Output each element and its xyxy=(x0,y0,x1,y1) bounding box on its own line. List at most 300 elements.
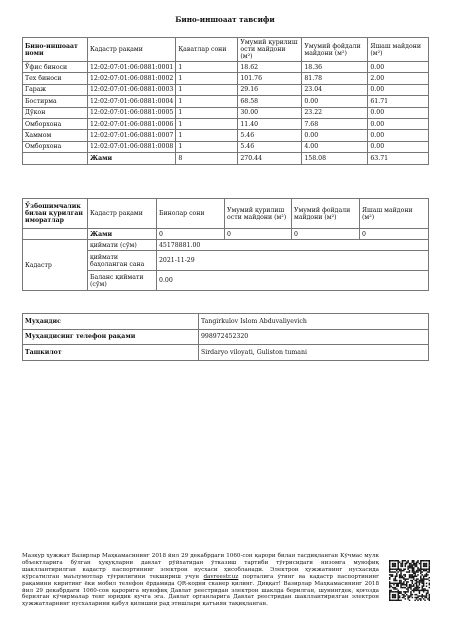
col-header: Кадастр рақами xyxy=(88,38,176,62)
qr-module xyxy=(422,588,423,589)
qr-module xyxy=(392,574,393,575)
qr-module xyxy=(402,587,403,588)
qr-module xyxy=(399,583,400,584)
qr-module xyxy=(420,590,421,591)
table-cell: 61.71 xyxy=(368,96,429,107)
qr-module xyxy=(420,576,421,577)
qr-module xyxy=(413,567,414,568)
qr-module xyxy=(419,593,420,594)
qr-module xyxy=(410,585,411,586)
table-total-row xyxy=(23,153,429,164)
qr-module xyxy=(406,591,407,592)
qr-module xyxy=(417,570,418,571)
qr-module xyxy=(400,581,401,582)
qr-module xyxy=(392,591,393,592)
qr-module xyxy=(412,597,413,598)
qr-module xyxy=(390,590,391,591)
qr-module xyxy=(389,583,390,584)
qr-module xyxy=(395,563,396,564)
total-label: Жами xyxy=(88,229,157,240)
qr-module xyxy=(410,584,411,585)
page-title: Бино-иншоаат тавсифи xyxy=(175,15,275,24)
qr-module xyxy=(422,585,423,586)
qr-module xyxy=(395,588,396,589)
qr-module xyxy=(420,560,421,561)
qr-module xyxy=(414,571,415,572)
qr-module xyxy=(389,595,390,596)
qr-module xyxy=(397,560,398,561)
table-row xyxy=(23,62,429,73)
qr-module xyxy=(389,568,390,569)
qr-module xyxy=(410,591,411,592)
table-cell: 23.22 xyxy=(302,107,368,118)
table-cell: 1 xyxy=(176,84,238,95)
qr-module xyxy=(403,577,404,578)
qr-module xyxy=(416,564,417,565)
qr-module xyxy=(413,563,414,564)
qr-module xyxy=(393,594,394,595)
table-cell: Муҳандисинг телефон рақами xyxy=(23,329,199,345)
table-cell: 12:02:07:01:06:0881:0004 xyxy=(88,96,176,107)
qr-module xyxy=(429,560,430,561)
table-cell: 12:02:07:01:06:0881:0007 xyxy=(88,130,176,141)
table-row xyxy=(23,107,429,118)
qr-module xyxy=(407,598,408,599)
table-cell: 101.76 xyxy=(238,73,302,84)
table-cell: 0.00 xyxy=(302,96,368,107)
qr-module xyxy=(412,581,413,582)
qr-module xyxy=(410,595,411,596)
qr-module xyxy=(407,588,408,589)
table-header-row xyxy=(23,199,429,229)
qr-module xyxy=(405,566,406,567)
qr-module xyxy=(412,590,413,591)
qr-module xyxy=(407,591,408,592)
qr-module xyxy=(402,594,403,595)
table-cell: 5.46 xyxy=(238,130,302,141)
qr-module xyxy=(396,576,397,577)
qr-module xyxy=(416,585,417,586)
qr-module xyxy=(393,588,394,589)
qr-module xyxy=(397,600,398,601)
qr-module xyxy=(412,564,413,565)
qr-module xyxy=(423,583,424,584)
qr-module xyxy=(412,585,413,586)
qr-module xyxy=(410,576,411,577)
qr-module xyxy=(416,590,417,591)
qr-module xyxy=(410,593,411,594)
qr-module xyxy=(392,587,393,588)
table-cell: Бостирма xyxy=(23,96,88,107)
qr-module xyxy=(423,576,424,577)
qr-module xyxy=(413,576,414,577)
qr-module xyxy=(414,600,415,601)
qr-module xyxy=(392,597,393,598)
qr-module xyxy=(429,595,430,596)
qr-module xyxy=(429,594,430,595)
table-cell: 12:02:07:01:06:0881:0003 xyxy=(88,84,176,95)
col-header: Умумий фойдали майдони (м²) xyxy=(292,199,360,229)
qr-module xyxy=(416,570,417,571)
qr-module xyxy=(420,578,421,579)
qr-module xyxy=(412,576,413,577)
qr-module xyxy=(414,588,415,589)
qr-module xyxy=(389,590,390,591)
qr-module xyxy=(393,560,394,561)
qr-module xyxy=(392,576,393,577)
qr-module xyxy=(395,566,396,567)
qr-module xyxy=(407,587,408,588)
table-row xyxy=(23,314,429,330)
qr-module xyxy=(397,591,398,592)
qr-module xyxy=(400,583,401,584)
table-total-row xyxy=(23,229,429,240)
qr-module xyxy=(409,595,410,596)
qr-module xyxy=(407,561,408,562)
table-cell: Тех биноси xyxy=(23,73,88,84)
qr-module xyxy=(389,594,390,595)
qr-module xyxy=(389,561,390,562)
cadastre-row xyxy=(23,240,429,251)
qr-module xyxy=(417,578,418,579)
qr-module xyxy=(423,564,424,565)
qr-module xyxy=(423,584,424,585)
qr-module xyxy=(413,573,414,574)
qr-module xyxy=(424,590,425,591)
table-cell: 1 xyxy=(176,62,238,73)
qr-module xyxy=(403,584,404,585)
table-cell: Баланс қиймати (сўм) xyxy=(88,271,157,291)
qr-module xyxy=(420,573,421,574)
qr-module xyxy=(426,590,427,591)
table-cell: 81.78 xyxy=(302,73,368,84)
qr-module xyxy=(413,584,414,585)
qr-module xyxy=(392,560,393,561)
qr-module xyxy=(407,590,408,591)
qr-module xyxy=(420,563,421,564)
qr-module xyxy=(419,583,420,584)
qr-module xyxy=(409,563,410,564)
table-cell: 12:02:07:01:06:0881:0002 xyxy=(88,73,176,84)
qr-module xyxy=(403,581,404,582)
col-header: Умумий фойдали майдони (м²) xyxy=(302,38,368,62)
qr-module xyxy=(389,581,390,582)
qr-module xyxy=(423,577,424,578)
qr-module xyxy=(423,598,424,599)
qr-module xyxy=(390,600,391,601)
qr-module xyxy=(429,584,430,585)
table-cell: 12:02:07:01:06:0881:0005 xyxy=(88,107,176,118)
qr-module xyxy=(410,588,411,589)
table-row xyxy=(23,141,429,152)
qr-module xyxy=(403,597,404,598)
qr-module xyxy=(429,563,430,564)
qr-module xyxy=(390,583,391,584)
qr-module xyxy=(426,564,427,565)
qr-module xyxy=(405,563,406,564)
qr-module xyxy=(397,584,398,585)
qr-module xyxy=(413,560,414,561)
qr-module xyxy=(390,568,391,569)
qr-module xyxy=(423,585,424,586)
qr-module xyxy=(397,566,398,567)
qr-module xyxy=(420,571,421,572)
qr-code-icon xyxy=(389,560,430,601)
qr-module xyxy=(396,584,397,585)
qr-module xyxy=(392,571,393,572)
qr-module xyxy=(423,591,424,592)
qr-module xyxy=(389,567,390,568)
qr-module xyxy=(392,564,393,565)
qr-code-graphic xyxy=(389,560,430,601)
qr-module xyxy=(424,570,425,571)
qr-module xyxy=(410,564,411,565)
table-cell: 7.68 xyxy=(302,118,368,129)
table-cell: 0.00 xyxy=(368,141,429,152)
qr-module xyxy=(416,594,417,595)
qr-module xyxy=(406,594,407,595)
qr-module xyxy=(400,576,401,577)
qr-module xyxy=(424,597,425,598)
qr-module xyxy=(414,574,415,575)
qr-module xyxy=(420,564,421,565)
qr-module xyxy=(406,584,407,585)
col-header: Бинолар сони xyxy=(157,199,225,229)
qr-module xyxy=(416,576,417,577)
qr-module xyxy=(427,593,428,594)
qr-module xyxy=(409,574,410,575)
qr-module xyxy=(393,595,394,596)
qr-module xyxy=(389,560,390,561)
qr-module xyxy=(422,594,423,595)
qr-module xyxy=(399,568,400,569)
qr-module xyxy=(396,574,397,575)
qr-module xyxy=(420,568,421,569)
qr-module xyxy=(424,595,425,596)
qr-module xyxy=(427,560,428,561)
qr-module xyxy=(429,597,430,598)
qr-module xyxy=(422,583,423,584)
col-header: Яшаш майдони (м²) xyxy=(360,199,429,229)
qr-module xyxy=(414,590,415,591)
qr-module xyxy=(395,568,396,569)
qr-module xyxy=(400,593,401,594)
qr-module xyxy=(423,563,424,564)
qr-module xyxy=(406,588,407,589)
qr-module xyxy=(395,580,396,581)
qr-module xyxy=(397,593,398,594)
qr-module xyxy=(426,583,427,584)
qr-module xyxy=(390,585,391,586)
table-cell: 1 xyxy=(176,107,238,118)
qr-module xyxy=(393,580,394,581)
qr-module xyxy=(429,561,430,562)
table-cell: 0 xyxy=(157,229,225,240)
table-cell: 1 xyxy=(176,73,238,84)
qr-module xyxy=(399,591,400,592)
qr-module xyxy=(409,584,410,585)
qr-module xyxy=(426,563,427,564)
qr-module xyxy=(399,561,400,562)
qr-module xyxy=(424,578,425,579)
qr-module xyxy=(405,568,406,569)
table-cell: Омборхона xyxy=(23,118,88,129)
qr-module xyxy=(399,595,400,596)
qr-module xyxy=(389,563,390,564)
qr-module xyxy=(412,577,413,578)
qr-module xyxy=(420,581,421,582)
qr-module xyxy=(424,568,425,569)
qr-module xyxy=(420,580,421,581)
qr-module xyxy=(413,585,414,586)
qr-module xyxy=(403,587,404,588)
qr-module xyxy=(416,597,417,598)
qr-module xyxy=(419,563,420,564)
qr-module xyxy=(392,566,393,567)
qr-module xyxy=(403,591,404,592)
table-cell: 68.58 xyxy=(238,96,302,107)
table-cell: 1 xyxy=(176,118,238,129)
col-header: Ўзбошимчалик билан қурилган иморатлар xyxy=(23,199,88,229)
qr-module xyxy=(399,570,400,571)
qr-module xyxy=(399,576,400,577)
qr-module xyxy=(406,578,407,579)
qr-module xyxy=(403,574,404,575)
table-cell: Ўфис биноси xyxy=(23,62,88,73)
qr-module xyxy=(422,581,423,582)
qr-module xyxy=(409,600,410,601)
qr-module xyxy=(405,593,406,594)
table-cell: 18.36 xyxy=(302,62,368,73)
qr-module xyxy=(417,568,418,569)
table-cell: 0 xyxy=(292,229,360,240)
qr-module xyxy=(424,566,425,567)
qr-module xyxy=(393,587,394,588)
qr-module xyxy=(392,594,393,595)
qr-module xyxy=(397,595,398,596)
table-cell: 270.44 xyxy=(238,153,302,164)
qr-module xyxy=(419,590,420,591)
qr-module xyxy=(403,595,404,596)
qr-module xyxy=(400,577,401,578)
qr-module xyxy=(416,588,417,589)
qr-module xyxy=(424,576,425,577)
qr-module xyxy=(406,581,407,582)
col-header: Умумий қурилиш ости майдони (м²) xyxy=(238,38,302,62)
qr-module xyxy=(400,564,401,565)
qr-module xyxy=(410,574,411,575)
qr-module xyxy=(429,583,430,584)
qr-module xyxy=(416,598,417,599)
table-cell: 45178881.00 xyxy=(157,240,429,251)
table-cell: Гараж xyxy=(23,84,88,95)
qr-module xyxy=(403,560,404,561)
qr-module xyxy=(417,561,418,562)
table-cell xyxy=(23,229,88,240)
table-cell: 2.00 xyxy=(368,73,429,84)
qr-module xyxy=(409,566,410,567)
qr-module xyxy=(426,594,427,595)
qr-module xyxy=(429,600,430,601)
qr-module xyxy=(412,560,413,561)
qr-module xyxy=(399,593,400,594)
table-cell: қиймати (сўм) xyxy=(88,240,157,251)
table-cell: 1 xyxy=(176,130,238,141)
table-row xyxy=(23,130,429,141)
qr-module xyxy=(424,560,425,561)
qr-module xyxy=(389,593,390,594)
qr-module xyxy=(427,598,428,599)
qr-module xyxy=(402,566,403,567)
qr-module xyxy=(407,595,408,596)
qr-module xyxy=(393,564,394,565)
qr-module xyxy=(417,587,418,588)
table-cell: 158.08 xyxy=(302,153,368,164)
qr-module xyxy=(414,573,415,574)
qr-module xyxy=(400,600,401,601)
qr-module xyxy=(405,584,406,585)
qr-module xyxy=(393,563,394,564)
qr-module xyxy=(407,567,408,568)
qr-module xyxy=(399,580,400,581)
table-cell: 0.00 xyxy=(368,62,429,73)
qr-module xyxy=(396,580,397,581)
qr-module xyxy=(397,571,398,572)
qr-module xyxy=(407,597,408,598)
table-cell: Хаммом xyxy=(23,130,88,141)
qr-module xyxy=(422,578,423,579)
qr-module xyxy=(405,564,406,565)
qr-module xyxy=(422,587,423,588)
qr-module xyxy=(417,597,418,598)
qr-module xyxy=(416,580,417,581)
qr-module xyxy=(429,577,430,578)
davreestr-link[interactable]: davreestr.uz xyxy=(203,573,239,580)
qr-module xyxy=(390,591,391,592)
qr-module xyxy=(395,583,396,584)
qr-module xyxy=(396,600,397,601)
qr-module xyxy=(403,583,404,584)
qr-module xyxy=(400,587,401,588)
qr-module xyxy=(426,566,427,567)
qr-module xyxy=(405,595,406,596)
qr-module xyxy=(410,587,411,588)
qr-module xyxy=(414,587,415,588)
qr-module xyxy=(396,588,397,589)
qr-module xyxy=(400,574,401,575)
qr-module xyxy=(395,594,396,595)
qr-module xyxy=(429,568,430,569)
qr-module xyxy=(424,588,425,589)
table-cell: 12:02:07:01:06:0881:0008 xyxy=(88,141,176,152)
qr-module xyxy=(420,561,421,562)
qr-module xyxy=(389,591,390,592)
qr-module xyxy=(424,574,425,575)
qr-module xyxy=(416,583,417,584)
qr-module xyxy=(422,560,423,561)
qr-module xyxy=(409,571,410,572)
qr-module xyxy=(429,564,430,565)
table-row xyxy=(23,84,429,95)
qr-module xyxy=(400,566,401,567)
qr-module xyxy=(412,580,413,581)
qr-module xyxy=(389,597,390,598)
qr-module xyxy=(416,563,417,564)
qr-module xyxy=(389,587,390,588)
qr-module xyxy=(422,568,423,569)
table-row xyxy=(23,345,429,361)
qr-module xyxy=(413,570,414,571)
